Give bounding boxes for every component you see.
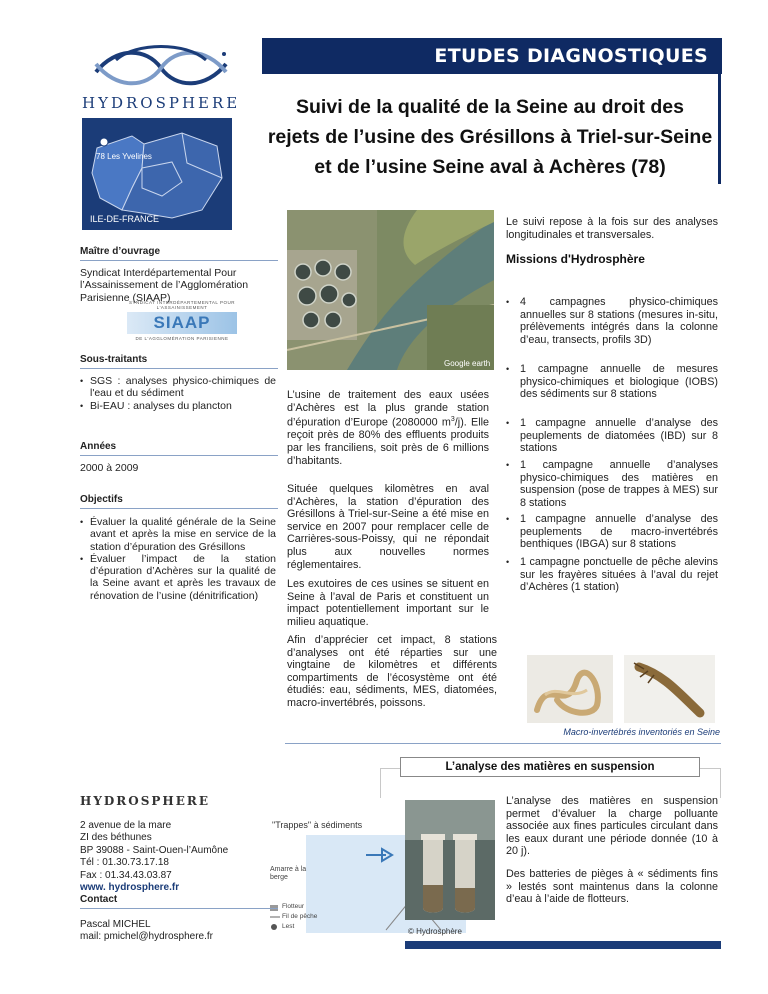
sous-traitants-heading: Sous-traitants xyxy=(80,354,278,369)
trap-legend-item: Lest xyxy=(282,923,295,930)
address-line: Fax : 01.34.43.03.87 xyxy=(80,869,172,881)
objectifs-list xyxy=(80,516,276,602)
worm-image xyxy=(527,655,613,723)
footer-brand: HYDROSPHERE xyxy=(80,794,211,808)
address-line: BP 39088 - Saint-Ouen-l’Aumône xyxy=(80,844,229,856)
mission-text: • 1 campagne annuelle d’analyses physico-chimiques des matières en suspension (pose de trappes à MES) sur 8 stations xyxy=(506,459,718,509)
maitre-ouvrage-heading: Maître d’ouvrage xyxy=(80,246,278,261)
sous-traitant-item: • SGS : analyses physico-chimiques de l'eau et du sédiment xyxy=(80,375,276,400)
title-line-2: rejets de l’usine des Grésillons à Triel-sur-Seine xyxy=(267,126,713,148)
box-frame-right xyxy=(720,768,721,798)
hydrosphere-logo-icon xyxy=(86,42,236,94)
middle-paragraph-1 xyxy=(287,389,489,467)
page-title xyxy=(265,92,715,182)
siaap-logo-bottom: DE L'AGGLOMÉRATION PARISIENNE xyxy=(135,336,229,341)
mission-text: • 4 campagnes physico-chimiques annuelles sur 8 stations (mesures in-situ, prélèvements intégrés dans la colonne d’eau, transects, profils 3D) xyxy=(506,296,718,346)
objectif-item: • Évaluer l’impact de la station d’épuration d’Achères sur la qualité de la Seine avant et après les travaux de rénovation de l’usine (dénitrification) xyxy=(80,553,276,602)
aerial-photo xyxy=(287,210,494,370)
right-intro: Le suivi repose à la fois sur des analyses longitudinales et transversales. xyxy=(506,216,718,241)
objectifs-heading: Objectifs xyxy=(80,494,278,509)
invertebrate-photo-1 xyxy=(527,655,613,723)
cubic-sup: 3 xyxy=(450,416,455,424)
mes-heading: L’analyse des matières en suspension xyxy=(400,757,700,777)
objectif-item: • Évaluer la qualité générale de la Seine avant et après la mise en service de la station d’épuration des Grésillons xyxy=(80,516,276,553)
maitre-ouvrage-text: Syndicat Interdépartemental Pour l’Assainissement de l’Agglomération Parisienne (SIAAP) xyxy=(80,267,249,304)
copyright-label: © Hydrosphère xyxy=(408,927,462,936)
sous-traitant-item: • Bi-EAU : analyses du plancton xyxy=(80,400,276,412)
banner-divider xyxy=(718,74,721,184)
photo-credit: Google earth xyxy=(444,359,491,368)
middle-paragraph-1a: L’usine de traitement des eaux usées d’Achères est la plus grande station d’épuration d’Europe (2080000 m xyxy=(287,389,489,429)
trap-legend-item: Fil de pêche xyxy=(282,913,318,920)
contact-heading: Contact xyxy=(80,894,278,909)
mission-item xyxy=(506,363,718,401)
middle-paragraph-2: Située quelques kilomètres en aval d’Achères, la station d’épuration des Grésillons à Triel-sur-Seine a été mise en service en 2007 pour remplacer celle de Carrières-sous-Poissy, qui ne répondait plus aux nouvelles normes réglementaires. xyxy=(287,483,489,571)
mes-paragraph-1: L’analyse des matières en suspension permet d’évaluer la charge polluante associée aux fines particules circulant dans les eaux durant une période donnée (10 à 20 j). xyxy=(506,795,718,858)
mission-item xyxy=(506,296,718,346)
section-divider xyxy=(285,743,721,744)
bottom-bar xyxy=(405,941,721,949)
mission-text: • 1 campagne annuelle de mesures physico-chimiques et biologique (IOBS) des sédiments sur 8 stations xyxy=(506,363,718,401)
trap-side-label: Amarre à la berge xyxy=(270,866,307,881)
aerial-photo-image xyxy=(287,210,494,370)
annees-heading: Années xyxy=(80,441,278,456)
contact-name: Pascal MICHEL xyxy=(80,919,151,930)
siaap-logo xyxy=(108,300,256,342)
trap-legend-item: Flotteur xyxy=(282,903,305,910)
footer-address xyxy=(80,820,228,894)
sample-bottles-image xyxy=(405,800,495,920)
box-frame-left xyxy=(380,768,381,798)
siaap-logo-top: SYNDICAT INTERDÉPARTEMENTAL POUR L'ASSAINISSEMENT xyxy=(129,300,235,310)
mission-text: • 1 campagne ponctuelle de pêche alevins sur les frayères situées à l’aval du rejet d’Achères (1 station) xyxy=(506,556,718,594)
mission-item xyxy=(506,556,718,594)
missions-heading: Missions d'Hydrosphère xyxy=(506,252,645,266)
middle-paragraph-4: Afin d’apprécier cet impact, 8 stations d’analyses ont été réparties sur une vingtaine de kilomètres et différents compartiments de l’écosystème ont été étudiés: eau, sédiments, MES, diatomées, macro-invertébrés, poissons. xyxy=(287,634,497,709)
brand-name: HYDROSPHERE xyxy=(82,94,241,112)
website-link[interactable]: www. hydrosphere.fr xyxy=(80,882,180,894)
sous-traitants-list xyxy=(80,375,276,412)
contact-details xyxy=(80,919,213,944)
map-dept-label: 78 Les Yvelines xyxy=(96,152,152,161)
invertebrate-caption: Macro-invertébrés inventoriés en Seine xyxy=(563,727,720,737)
address-line: Tél : 01.30.73.17.18 xyxy=(80,857,169,869)
annees-text: 2000 à 2009 xyxy=(80,462,139,474)
title-line-1: Suivi de la qualité de la Seine au droit des xyxy=(296,96,684,118)
trap-legend xyxy=(282,902,317,932)
address-line: 2 avenue de la mare xyxy=(80,820,172,831)
middle-paragraph-3: Les exutoires de ces usines se situent en Seine à l’aval de Paris et constituent un impact potentiellement important sur le milieu aquatique. xyxy=(287,578,489,628)
section-banner: ETUDES DIAGNOSTIQUES xyxy=(262,38,722,74)
mission-text: • 1 campagne annuelle d’analyse des peuplements de macro-invertébrés benthiques (IBGA) sur 8 stations xyxy=(506,513,718,551)
mission-item xyxy=(506,417,718,455)
mission-item xyxy=(506,513,718,551)
mes-paragraph-2: Des batteries de pièges à « sédiments fins » lestés sont maintenus dans la colonne d’eau à l’aide de flotteurs. xyxy=(506,868,718,906)
middle-paragraph-1b: /j). Elle reçoit près de 80% des effluents produits par les franciliens, soit près de 6 millions d’habitants. xyxy=(287,416,489,467)
map-region-label: ILE-DE-FRANCE xyxy=(90,214,160,224)
mission-item xyxy=(506,459,718,509)
contact-mail[interactable]: mail: pmichel@hydrosphere.fr xyxy=(80,931,213,943)
mission-text: • 1 campagne annuelle d’analyse des peuplements de diatomées (IBD) sur 8 stations xyxy=(506,417,718,455)
title-line-3: et de l’usine Seine aval à Achères (78) xyxy=(314,156,666,178)
invertebrate-photo-2 xyxy=(624,655,715,723)
address-line: ZI des béthunes xyxy=(80,832,152,844)
siaap-logo-name: SIAAP xyxy=(127,312,237,334)
larva-image xyxy=(624,655,715,723)
trap-diagram-title: "Trappes" à sédiments xyxy=(272,820,363,830)
trap-photo xyxy=(405,800,495,920)
